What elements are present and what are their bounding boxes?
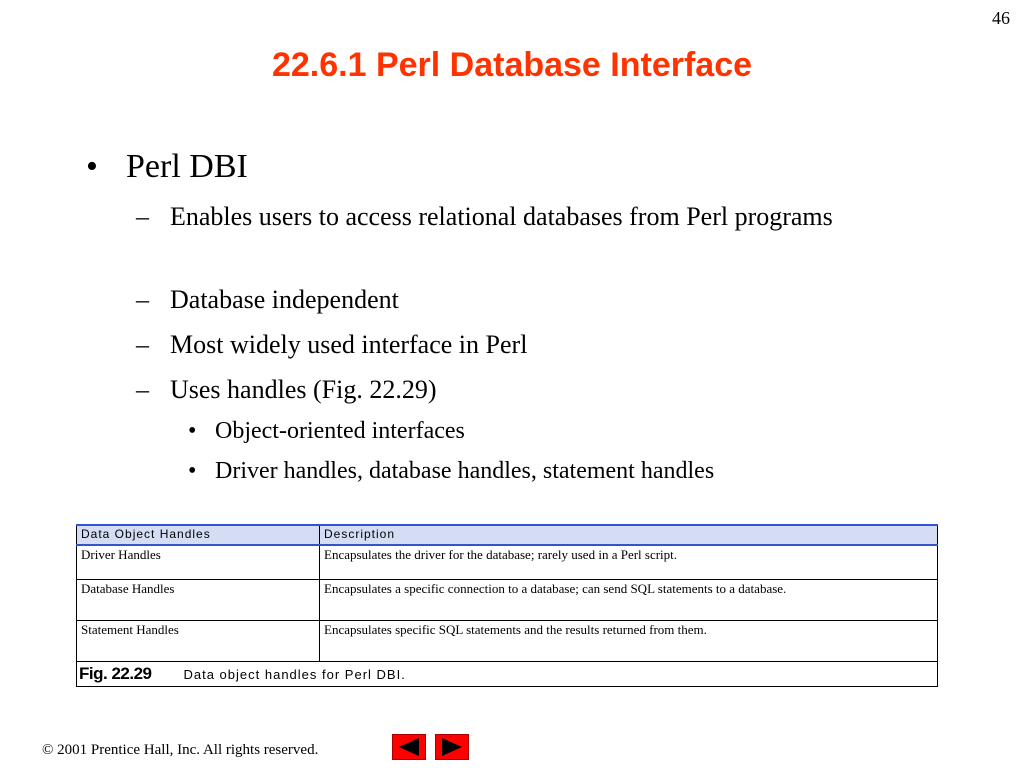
bullet-text: Perl DBI [126,148,248,185]
figure-caption [77,662,938,687]
bullet-marker: • [188,458,197,484]
sub-bullet-text: Enables users to access relational databases from Perl programs [170,202,833,231]
page-number: 46 [992,8,1010,28]
table-cell: Encapsulates the driver for the database; rarely used in a Perl script. [320,545,938,580]
dash-marker: – [136,202,149,231]
sub-sub-bullet-text: Object-oriented interfaces [215,418,465,444]
table-row [77,545,938,580]
sub-bullet-4 [136,371,896,409]
data-object-handles-table [76,524,938,687]
table-cell: Database Handles [77,580,320,621]
sub-bullet-text: Most widely used interface in Perl [170,330,528,359]
table-cell: Statement Handles [77,621,320,662]
copyright-notice: © 2001 Prentice Hall, Inc. All rights reserved. [42,742,319,758]
table-header-cell: Data Object Handles [77,525,320,545]
table-cell: Encapsulates a specific connection to a database; can send SQL statements to a database. [320,580,938,621]
sub-sub-bullet-text: Driver handles, database handles, statement handles [215,458,715,484]
sub-bullet-1 [136,198,896,236]
sub-bullet-2 [136,281,896,319]
bullet-marker: • [188,418,197,444]
next-slide-button[interactable] [435,734,469,760]
table-row [77,580,938,621]
sub-bullet-text: Database independent [170,285,399,314]
figure-caption-text: Data object handles for Perl DBI. [183,667,406,682]
previous-slide-button[interactable] [392,734,426,760]
table-cell: Driver Handles [77,545,320,580]
sub-bullet-text: Uses handles (Fig. 22.29) [170,375,437,404]
dash-marker: – [136,285,149,314]
bullet-marker: • [86,148,98,185]
previous-slide-arrow-icon [396,737,422,757]
figure-number: Fig. 22.29 [79,664,152,683]
next-slide-arrow-icon [439,737,465,757]
table-cell: Encapsulates specific SQL statements and the results returned from them. [320,621,938,662]
dash-marker: – [136,375,149,404]
table-caption-row [77,662,938,687]
table-row [77,621,938,662]
dash-marker: – [136,330,149,359]
slide-title: 22.6.1 Perl Database Interface [271,46,753,84]
table-header-row [77,525,938,545]
sub-bullet-3 [136,326,896,364]
table-header-cell: Description [320,525,938,545]
